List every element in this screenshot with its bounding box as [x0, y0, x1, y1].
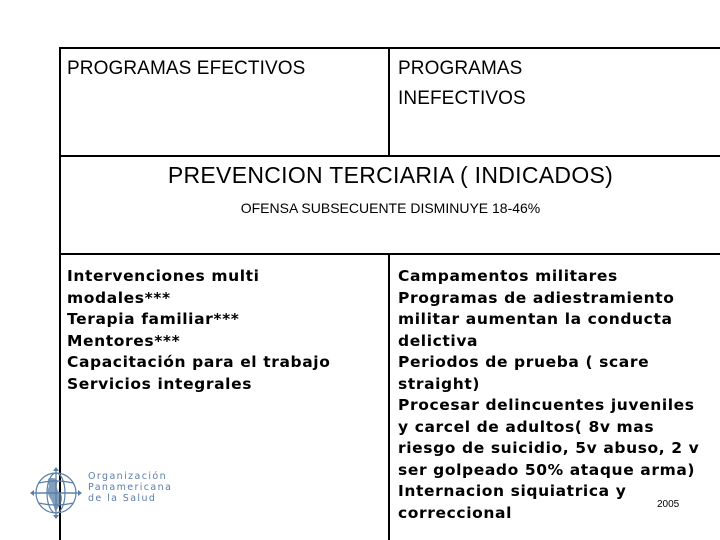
list-item: riesgo de suicidio, 5v abuso, 2 v	[398, 439, 700, 457]
list-item: delictiva	[398, 331, 479, 350]
header-ineffective-line1: PROGRAMAS	[398, 58, 523, 79]
header-effective-label: PROGRAMAS EFECTIVOS	[67, 58, 306, 79]
list-item: Capacitación para el trabajo	[67, 353, 331, 371]
list-item: Mentores***	[67, 331, 181, 350]
header-ineffective	[398, 54, 526, 114]
header-ineffective-line2: INEFECTIVOS	[398, 88, 526, 109]
list-item: Internacion siquiatrica y	[398, 482, 627, 500]
ineffective-programs-list	[398, 266, 720, 524]
column-divider-top	[388, 47, 390, 156]
section-title: PREVENCION TERCIARIA ( INDICADOS)	[167, 162, 614, 188]
list-item: Servicios integrales	[67, 374, 253, 393]
list-item: Procesar delincuentes juveniles	[398, 396, 695, 414]
list-item: modales***	[67, 288, 171, 307]
list-item: Terapia familiar***	[67, 310, 240, 328]
list-item: Programas de adiestramiento	[398, 288, 675, 307]
logo-line-1: Organización	[88, 471, 168, 482]
list-item: correccional	[398, 503, 512, 522]
list-item: Campamentos militares	[398, 267, 618, 285]
list-item: Periodos de prueba ( scare	[398, 353, 650, 371]
list-item: Intervenciones multi	[67, 267, 260, 285]
globe-logo-icon	[28, 465, 84, 521]
logo-line-2: Panamericana	[88, 482, 173, 493]
year-label: 2005	[657, 499, 680, 510]
list-item: ser golpeado 50% ataque arma)	[398, 460, 696, 479]
list-item: militar aumentan la conducta	[398, 310, 673, 328]
list-item: y carcel de adultos( 8v mas	[398, 417, 655, 436]
column-divider-bottom	[388, 254, 390, 540]
logo-wordmark	[88, 471, 172, 504]
section-subtitle: OFENSA SUBSECUENTE DISMINUYE 18-46%	[240, 200, 541, 216]
effective-programs-list	[67, 266, 385, 395]
list-item: straight)	[398, 374, 481, 393]
header-effective	[67, 54, 305, 84]
logo-line-3: de la Salud	[88, 493, 157, 504]
